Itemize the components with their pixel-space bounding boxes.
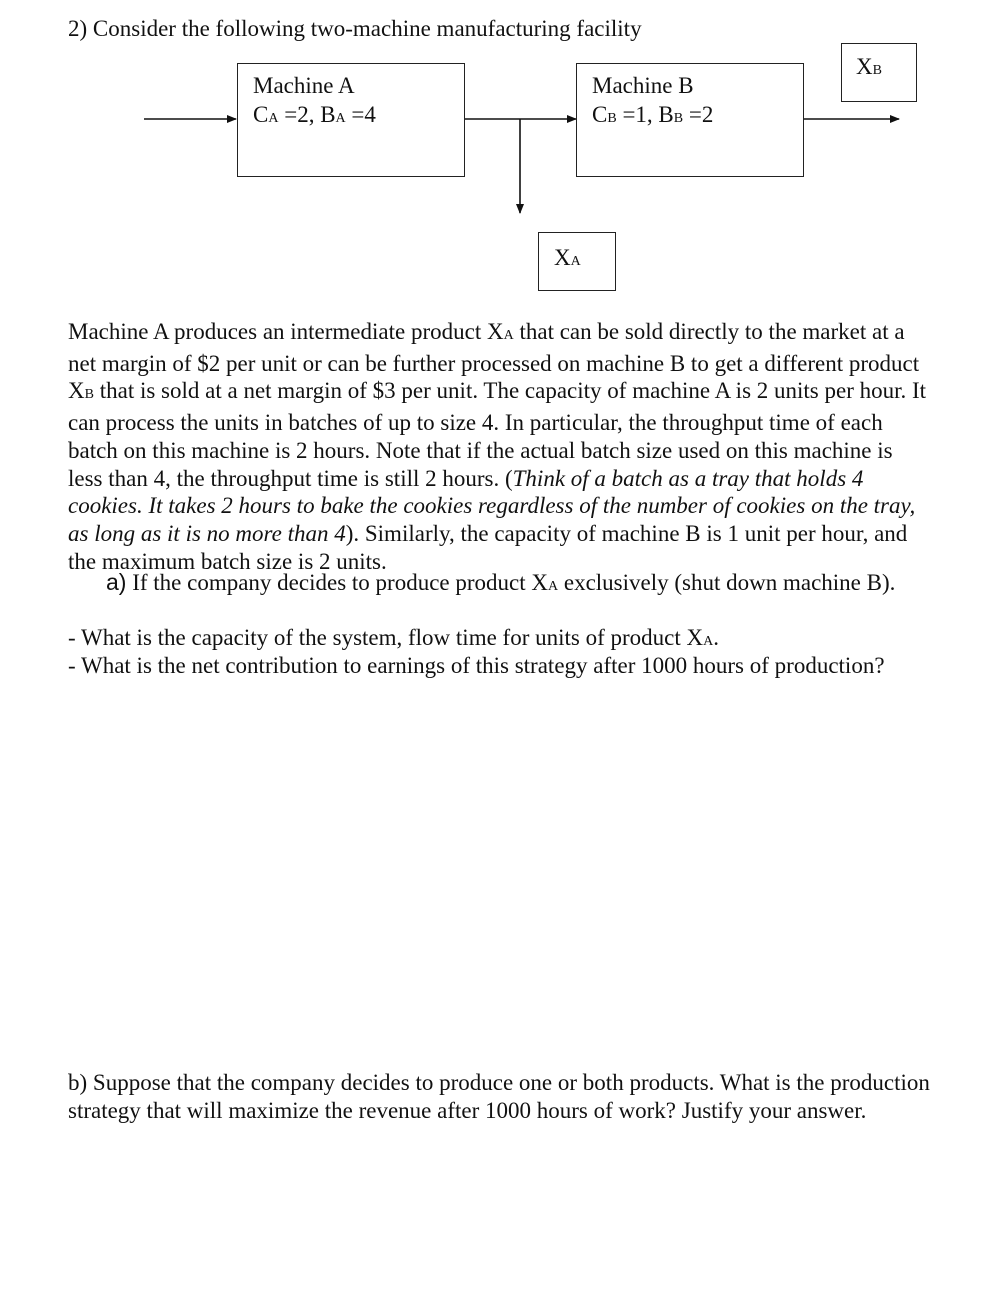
output-xb-label: XB (856, 54, 882, 79)
question-title: 2) Consider the following two-machine manufacturing facility (68, 16, 642, 41)
output-xa-label: XA (554, 245, 581, 270)
desc-line-5: batch on this machine is 2 hours. Note that if the actual batch size used on this machine is (68, 437, 893, 463)
desc-line-8: as long as it is no more than 4). Similarly, the capacity of machine B is 1 unit per hour, and (68, 520, 908, 546)
process-flow-diagram (0, 0, 981, 320)
output-xb-box (841, 43, 917, 102)
desc-line-9: the maximum batch size is 2 units. (68, 548, 387, 574)
problem-description (68, 318, 973, 575)
desc-line-6: less than 4, the throughput time is still 2 hours. (Think of a batch as a tray that holds 4 (68, 465, 864, 491)
part-b-prompt (68, 1069, 978, 1124)
machine-a-params: CA =2, BA =4 (253, 102, 376, 127)
part-b-line-1: b) Suppose that the company decides to produce one or both products. What is the production (68, 1070, 930, 1095)
machine-b-box (576, 63, 804, 177)
machine-b-name: Machine B (592, 73, 694, 98)
desc-line-2: net margin of $2 per unit or can be further processed on machine B to get a different product (68, 350, 920, 376)
output-xa-box (538, 232, 616, 291)
desc-line-4: can process the units in batches of up to size 4. In particular, the throughput time of each (68, 410, 883, 436)
machine-a-box (237, 63, 465, 177)
desc-line-7: cookies. It takes 2 hours to bake the cookies regardless of the number of cookies on the tray, (68, 493, 916, 519)
machine-a-name: Machine A (253, 73, 355, 98)
part-a-question-1: - What is the capacity of the system, flow time for units of product XA. (68, 625, 719, 650)
desc-line-1: Machine A produces an intermediate product XA that can be sold directly to the market at a (68, 319, 905, 344)
part-a-prompt: a) If the company decides to produce product XA exclusively (shut down machine B). (106, 569, 896, 595)
machine-b-params: CB =1, BB =2 (592, 102, 714, 127)
desc-line-3: XB that is sold at a net margin of $3 per unit. The capacity of machine A is 2 units per hour. It (68, 378, 927, 404)
part-b-line-2: strategy that will maximize the revenue after 1000 hours of work? Justify your answer. (68, 1097, 867, 1123)
part-a-question-2: - What is the net contribution to earnings of this strategy after 1000 hours of production? (68, 653, 885, 678)
